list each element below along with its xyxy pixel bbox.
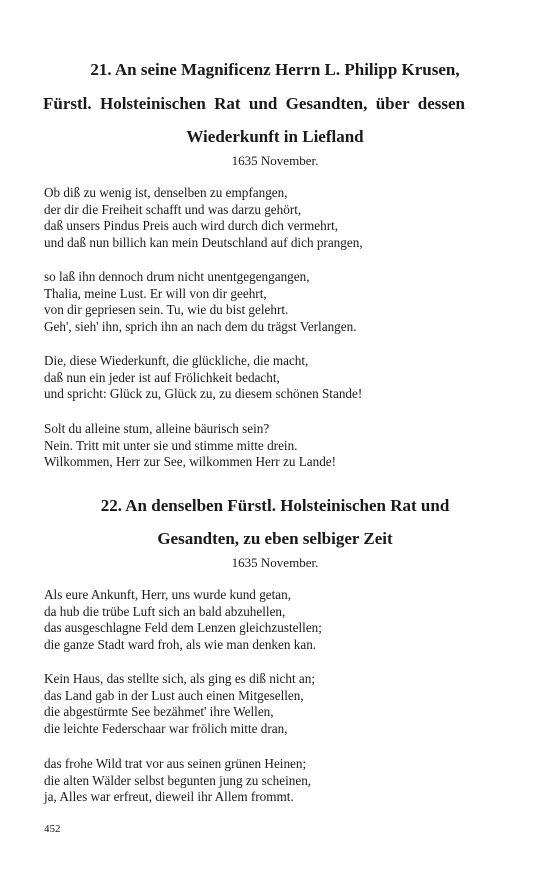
verse-line: das ausgeschlagne Feld dem Lenzen gleichzustellen; [44,620,322,635]
poem-22-stanza-3 [44,756,311,806]
page-number: 452 [44,823,61,835]
poem-21-stanza-2 [44,269,357,335]
verse-line: die abgestürmte See bezähmet' ihre Wellen, [44,704,274,719]
poem-22-date: 1635 November. [231,555,319,570]
verse-line: Kein Haus, das stellte sich, als ging es diß nicht an; [44,671,316,686]
verse-line: und daß nun billich kan mein Deutschland auf dich prangen, [44,234,363,250]
verse-line: Thalia, meine Lust. Er will von dir geehrt, [44,285,267,301]
verse-line: der dir die Freiheit schafft und was darzu gehört, [44,201,302,217]
poem-22-stanza-1 [44,587,322,653]
poem-21-heading-line-3: Wiederkunft in Liefland [186,127,364,146]
verse-line: Wilkommen, Herr zur See, wilkommen Herr zu Lande! [44,454,337,469]
poem-21-date: 1635 November. [231,153,319,168]
verse-line: von dir gepriesen sein. Tu, wie du bist gelehrt. [44,302,289,317]
poem-22-stanza-2 [44,671,315,737]
verse-line: so laß ihn dennoch drum nicht unentgegengangen, [44,269,310,284]
verse-line: die ganze Stadt ward froh, als wie man denken kan. [44,636,317,652]
verse-line: Solt du alleine stum, alleine bäurisch sein? [44,421,270,436]
poem-21-heading-line-1: 21. An seine Magnificenz Herrn L. Philipp Krusen, [90,60,460,79]
poem-21-stanza-4 [44,421,336,471]
poem-22-heading-line-1: 22. An denselben Fürstl. Holsteinischen Rat und [100,496,450,515]
verse-line: das frohe Wild trat vor aus seinen grünen Heinen; [44,756,307,771]
poem-21-heading-line-2: Fürstl. Holsteinischen Rat und Gesandten, über dessen [43,94,465,113]
verse-line: das Land gab in der Lust auch einen Mitgesellen, [44,687,304,703]
verse-line: ja, Alles war erfreut, dieweil ihr Allem frommt. [44,789,294,804]
poem-21-stanza-3 [44,353,362,403]
verse-line: daß nun ein jeder ist auf Frölichkeit bedacht, [44,369,280,385]
verse-line: daß unsers Pindus Preis auch wird durch dich vermehrt, [44,218,339,233]
verse-line: Die, diese Wiederkunft, die glückliche, die macht, [44,353,309,368]
verse-line: Als eure Ankunft, Herr, uns wurde kund getan, [44,587,292,602]
verse-line: Nein. Tritt mit unter sie und stimme mitte drein. [44,437,298,453]
verse-line: Ob diß zu wenig ist, denselben zu empfangen, [44,185,288,200]
verse-line: und spricht: Glück zu, Glück zu, zu diesem schönen Stande! [44,386,363,401]
poem-21-stanza-1 [44,185,363,251]
verse-line: die alten Wälder selbst begunten jung zu scheinen, [44,772,312,788]
verse-line: da hub die trübe Luft sich an bald abzuhellen, [44,603,286,619]
poem-22-heading-line-2: Gesandten, zu eben selbiger Zeit [157,529,393,548]
verse-line: die leichte Federschaar war frölich mitte dran, [44,720,288,736]
verse-line: Geh', sieh' ihn, sprich ihn an nach dem du trägst Verlangen. [44,318,357,334]
